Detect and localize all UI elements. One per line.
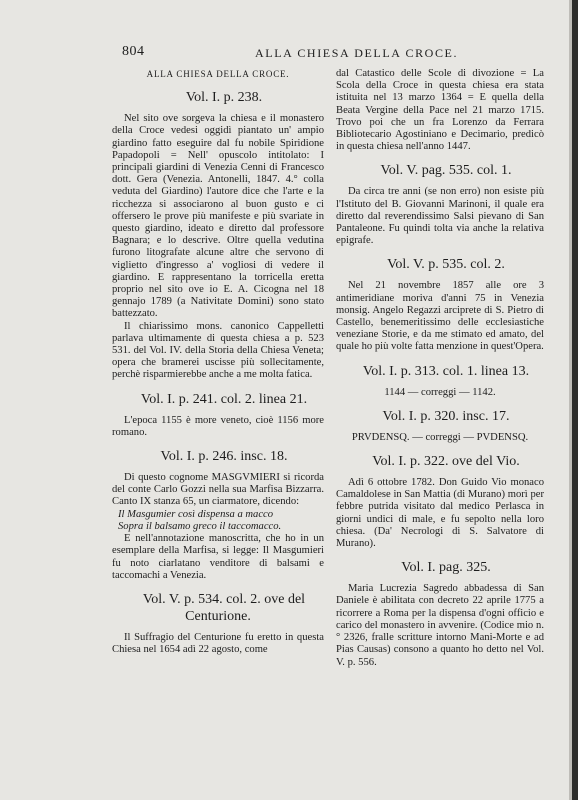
correction-line: 1144 — correggi — 1142. [384,386,496,398]
paragraph: L'epoca 1155 è more veneto, cioè 1156 more romano. [112,414,324,438]
paragraph: Nel 21 novembre 1857 alle ore 3 antimeridiane moriva d'anni 75 in Venezia monsig. Angelo Regazzi arciprete di S. Pietro di Castello, benemeritissimo delle ecclesiastiche veneziane Storie, e da me stimato ed amato, del quale ho più volte fatta menzione in quest'Opera. [336,280,544,353]
paragraph: Il Suffragio del Centurione fu eretto in questa Chiesa nel 1654 adì 22 agosto, come [112,631,324,656]
section-title: ALLA CHIESA DELLA CROCE. [146,69,290,79]
paragraph: Nel sito ove sorgeva la chiesa e il monastero della Croce vedesi oggidì piantato un' ampio giardino fatto eseguire dal fu nobile Spiridione Papadopoli = Nell' opuscolo intitolato: I principali giardini di Venezia Cenni di Francesco dott. Gera (Venezia. Antonelli, 1847. 4.° colla veduta del Giardino) l'autore dice che l'arte e la ricchezza si associarono al buon gusto e ci offersero le prove più manifeste e più svariate in questo giardino, ideato e diretto dal professore Bagnara; e lo descrive. Oltre quella vedutina furono litografate alcune altre che servono di viglietto d'ingresso a' vogliosi di vedere il giardino. E rappresentano la torricella eretta proprio nel sito ove io E. A. Cicogna nel 18 gennajo 1789 (a Nativitate Domini) sono stato battezzato. [112,113,324,320]
reference-heading: Vol. I. pag. 325. [401,560,491,576]
right-column [336,68,544,669]
paragraph: Da circa tre anni (se non erro) non esiste più l'Istituto del B. Giovanni Marinoni, il quale era diretto dal reverendissimo Salsi pievano di San Pantaleone. Fu quindi tolta via anche la relativa epigrafe. [336,186,544,247]
correction-line: PRVDENSQ. — correggi — PVDENSQ. [351,431,529,443]
reference-heading: Vol. I. p. 238. [185,90,263,106]
reference-heading: Vol. I. p. 322. ove del Vio. [372,454,520,470]
running-head: ALLA CHIESA DELLA CROCE. [255,46,459,60]
left-column [112,68,324,656]
reference-heading: Vol. I. p. 320. insc. 17. [382,408,510,424]
paragraph: Adì 6 ottobre 1782. Don Guido Vio monaco Camaldolese in San Mattia (di Murano) morì per febbre putrida visitato dal medico Perlasca in giorni undici di male, e fu sepolto nella loro chiesa. (Da' Necrologi di S. Salvatore di Murano). [336,477,544,550]
paragraph: Il chiarissimo mons. canonico Cappelletti parlava ultimamente di questa chiesa a p. 523 531. del Vol. IV. della Storia della Chiesa Veneta; opera che bramerei uscisse più sollecitamente, perchè risparmierebbe anche a me molta fatica. [112,320,324,381]
paragraph-continued: dal Catastico delle Scole di divozione = La Scola della Croce in questa chiesa era stata istituita nel 13 marzo 1364 = E quella della Beata Vergine della Pace nel 21 marzo 1715. Trovo poi che un fra Lorenzo da Ferrara Bibliotecario Agostiniano e Decimario, predicò in questa chiesa nell'anno 1447. [336,68,544,153]
page-number: 804 [122,44,145,59]
verse-line: Il Masgumier così dispensa a macco [118,508,274,520]
paragraph: Maria Lucrezia Sagredo abbadessa di San Daniele è abilitata con decreto 22 aprile 1775 a ricorrere a Roma per la dispensa d'ogni officio e carico del monastero in avvenire. (Codice mio n.° 2326, fralle scritture intorno Mani-Morte e ad Pias Causas) consono a quanto ho detto nel Vol. V. p. 556. [336,583,544,668]
reference-heading: Vol. I. p. 246. insc. 18. [160,449,288,465]
reference-heading: Vol. V. p. 534. col. 2. ove del Centurione. [142,591,306,624]
reference-heading: Vol. V. pag. 535. col. 1. [380,163,512,179]
reference-heading: Vol. I. p. 313. col. 1. linea 13. [362,363,530,379]
reference-heading: Vol. V. p. 535. col. 2. [387,257,505,273]
verse-line: Sopra il balsamo greco il taccomacco. [118,520,282,532]
paragraph: E nell'annotazione manoscritta, che ho in un esemplare della Marfisa, si legge: Il Masgumieri fu noto ciarlatano venditore di balsami e taccomachi a Venezia. [112,533,324,581]
paragraph: Di questo cognome MASGVMIERI si ricorda del conte Carlo Gozzi nella sua Marfisa Bizzarra. Canto IX stanza 65, un ciarmatore, dicendo: [112,472,324,508]
reference-heading: Vol. I. p. 241. col. 2. linea 21. [140,391,308,407]
scan-edge [572,0,578,800]
